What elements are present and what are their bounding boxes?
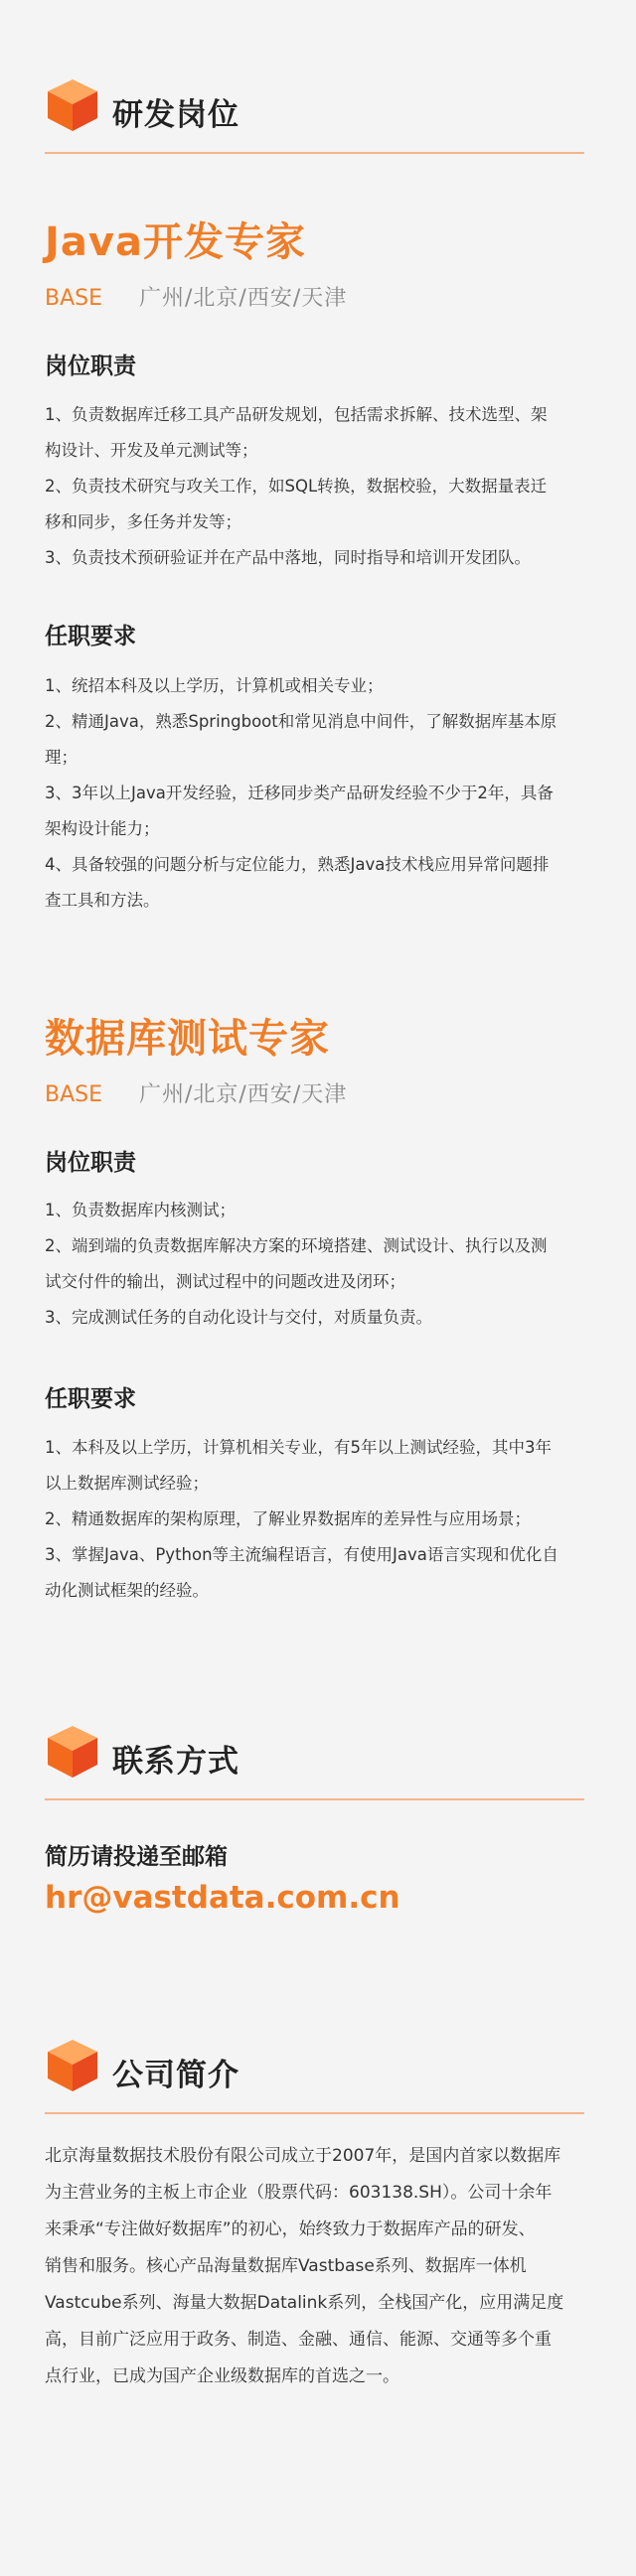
list-item: 构设计、开发及单元测试等； <box>45 441 258 460</box>
requirements-title: 任职要求 <box>45 624 136 649</box>
section-divider <box>45 152 584 154</box>
job-cities: 广州/北京/西安/天津 <box>139 286 348 311</box>
job-title: Java开发专家 <box>45 219 306 265</box>
duties-title: 岗位职责 <box>45 1150 136 1176</box>
list-item: 移和同步，多任务并发等； <box>45 512 241 531</box>
list-item: 2、精通数据库的架构原理，了解业界数据库的差异性与应用场景； <box>45 1509 531 1528</box>
job-location <box>45 1077 347 1108</box>
section-title: 公司简介 <box>112 2058 239 2093</box>
job-title: 数据库测试专家 <box>45 1016 330 1062</box>
orange-cube-icon <box>45 2038 100 2093</box>
section-divider <box>45 2112 584 2114</box>
intro-line: 高，目前广泛应用于政务、制造、金融、通信、能源、交通等多个重 <box>45 2330 552 2350</box>
list-item: 1、负责数据库内核测试； <box>45 1201 236 1219</box>
list-item: 2、精通Java，熟悉Springboot和常见消息中间件，了解数据库基本原 <box>45 712 557 731</box>
list-item: 动化测试框架的经验。 <box>45 1581 209 1600</box>
section-title: 联系方式 <box>112 1744 239 1780</box>
list-item: 2、负责技术研究与攻关工作，如SQL转换，数据校验，大数据量表迁 <box>45 477 548 496</box>
mail-label: 简历请投递至邮箱 <box>45 1844 228 1870</box>
email-link[interactable]: hr@vastdata.com.cn <box>45 1880 400 1916</box>
list-item: 4、具备较强的问题分析与定位能力，熟悉Java技术栈应用异常问题排 <box>45 855 550 874</box>
list-item: 架构设计能力； <box>45 819 160 838</box>
intro-line: 点行业，已成为国产企业级数据库的首选之一。 <box>45 2366 399 2386</box>
list-item: 3、掌握Java、Python等主流编程语言，有使用Java语言实现和优化自 <box>45 1545 558 1564</box>
company-intro <box>45 2138 584 2395</box>
list-item: 试交付件的输出，测试过程中的问题改进及闭环； <box>45 1272 405 1291</box>
list-item: 2、端到端的负责数据库解决方案的环境搭建、测试设计、执行以及测 <box>45 1236 548 1255</box>
base-label: BASE <box>45 286 103 311</box>
list-item: 1、负责数据库迁移工具产品研发规划，包括需求拆解、技术选型、架 <box>45 405 548 424</box>
section-divider <box>45 1798 584 1800</box>
section-header-contact <box>45 1724 584 1797</box>
base-label: BASE <box>45 1082 103 1107</box>
list-item: 以上数据库测试经验； <box>45 1474 209 1493</box>
orange-cube-icon <box>45 1724 100 1780</box>
requirements-list <box>45 668 584 919</box>
list-item: 3、完成测试任务的自动化设计与交付，对质量负责。 <box>45 1308 432 1327</box>
list-item: 3、3年以上Java开发经验，迁移同步类产品研发经验不少于2年，具备 <box>45 784 554 802</box>
intro-line: 为主营业务的主板上市企业（股票代码：603138.SH）。公司十余年 <box>45 2183 553 2203</box>
intro-line: Vastcube系列、海量大数据Datalink系列，全栈国产化，应用满足度 <box>45 2293 564 2313</box>
section-header-positions <box>45 77 584 151</box>
list-item: 1、统招本科及以上学历，计算机或相关专业； <box>45 676 384 695</box>
job-cities: 广州/北京/西安/天津 <box>139 1082 348 1107</box>
section-header-company <box>45 2038 584 2111</box>
requirements-list <box>45 1430 584 1609</box>
requirements-title: 任职要求 <box>45 1386 136 1412</box>
list-item: 1、本科及以上学历，计算机相关专业，有5年以上测试经验，其中3年 <box>45 1438 552 1457</box>
intro-line: 来秉承“专注做好数据库”的初心，始终致力于数据库产品的研发、 <box>45 2219 536 2239</box>
list-item: 理； <box>45 748 78 767</box>
intro-line: 北京海量数据技术股份有限公司成立于2007年，是国内首家以数据库 <box>45 2146 561 2166</box>
intro-line: 销售和服务。核心产品海量数据库Vastbase系列、数据库一体机 <box>45 2256 527 2276</box>
job-location <box>45 281 347 312</box>
list-item: 3、负责技术预研验证并在产品中落地，同时指导和培训开发团队。 <box>45 548 531 567</box>
section-title: 研发岗位 <box>112 97 239 133</box>
list-item: 查工具和方法。 <box>45 891 160 910</box>
orange-cube-icon <box>45 77 100 133</box>
duties-list <box>45 397 584 576</box>
duties-list <box>45 1193 584 1336</box>
duties-title: 岗位职责 <box>45 354 136 379</box>
